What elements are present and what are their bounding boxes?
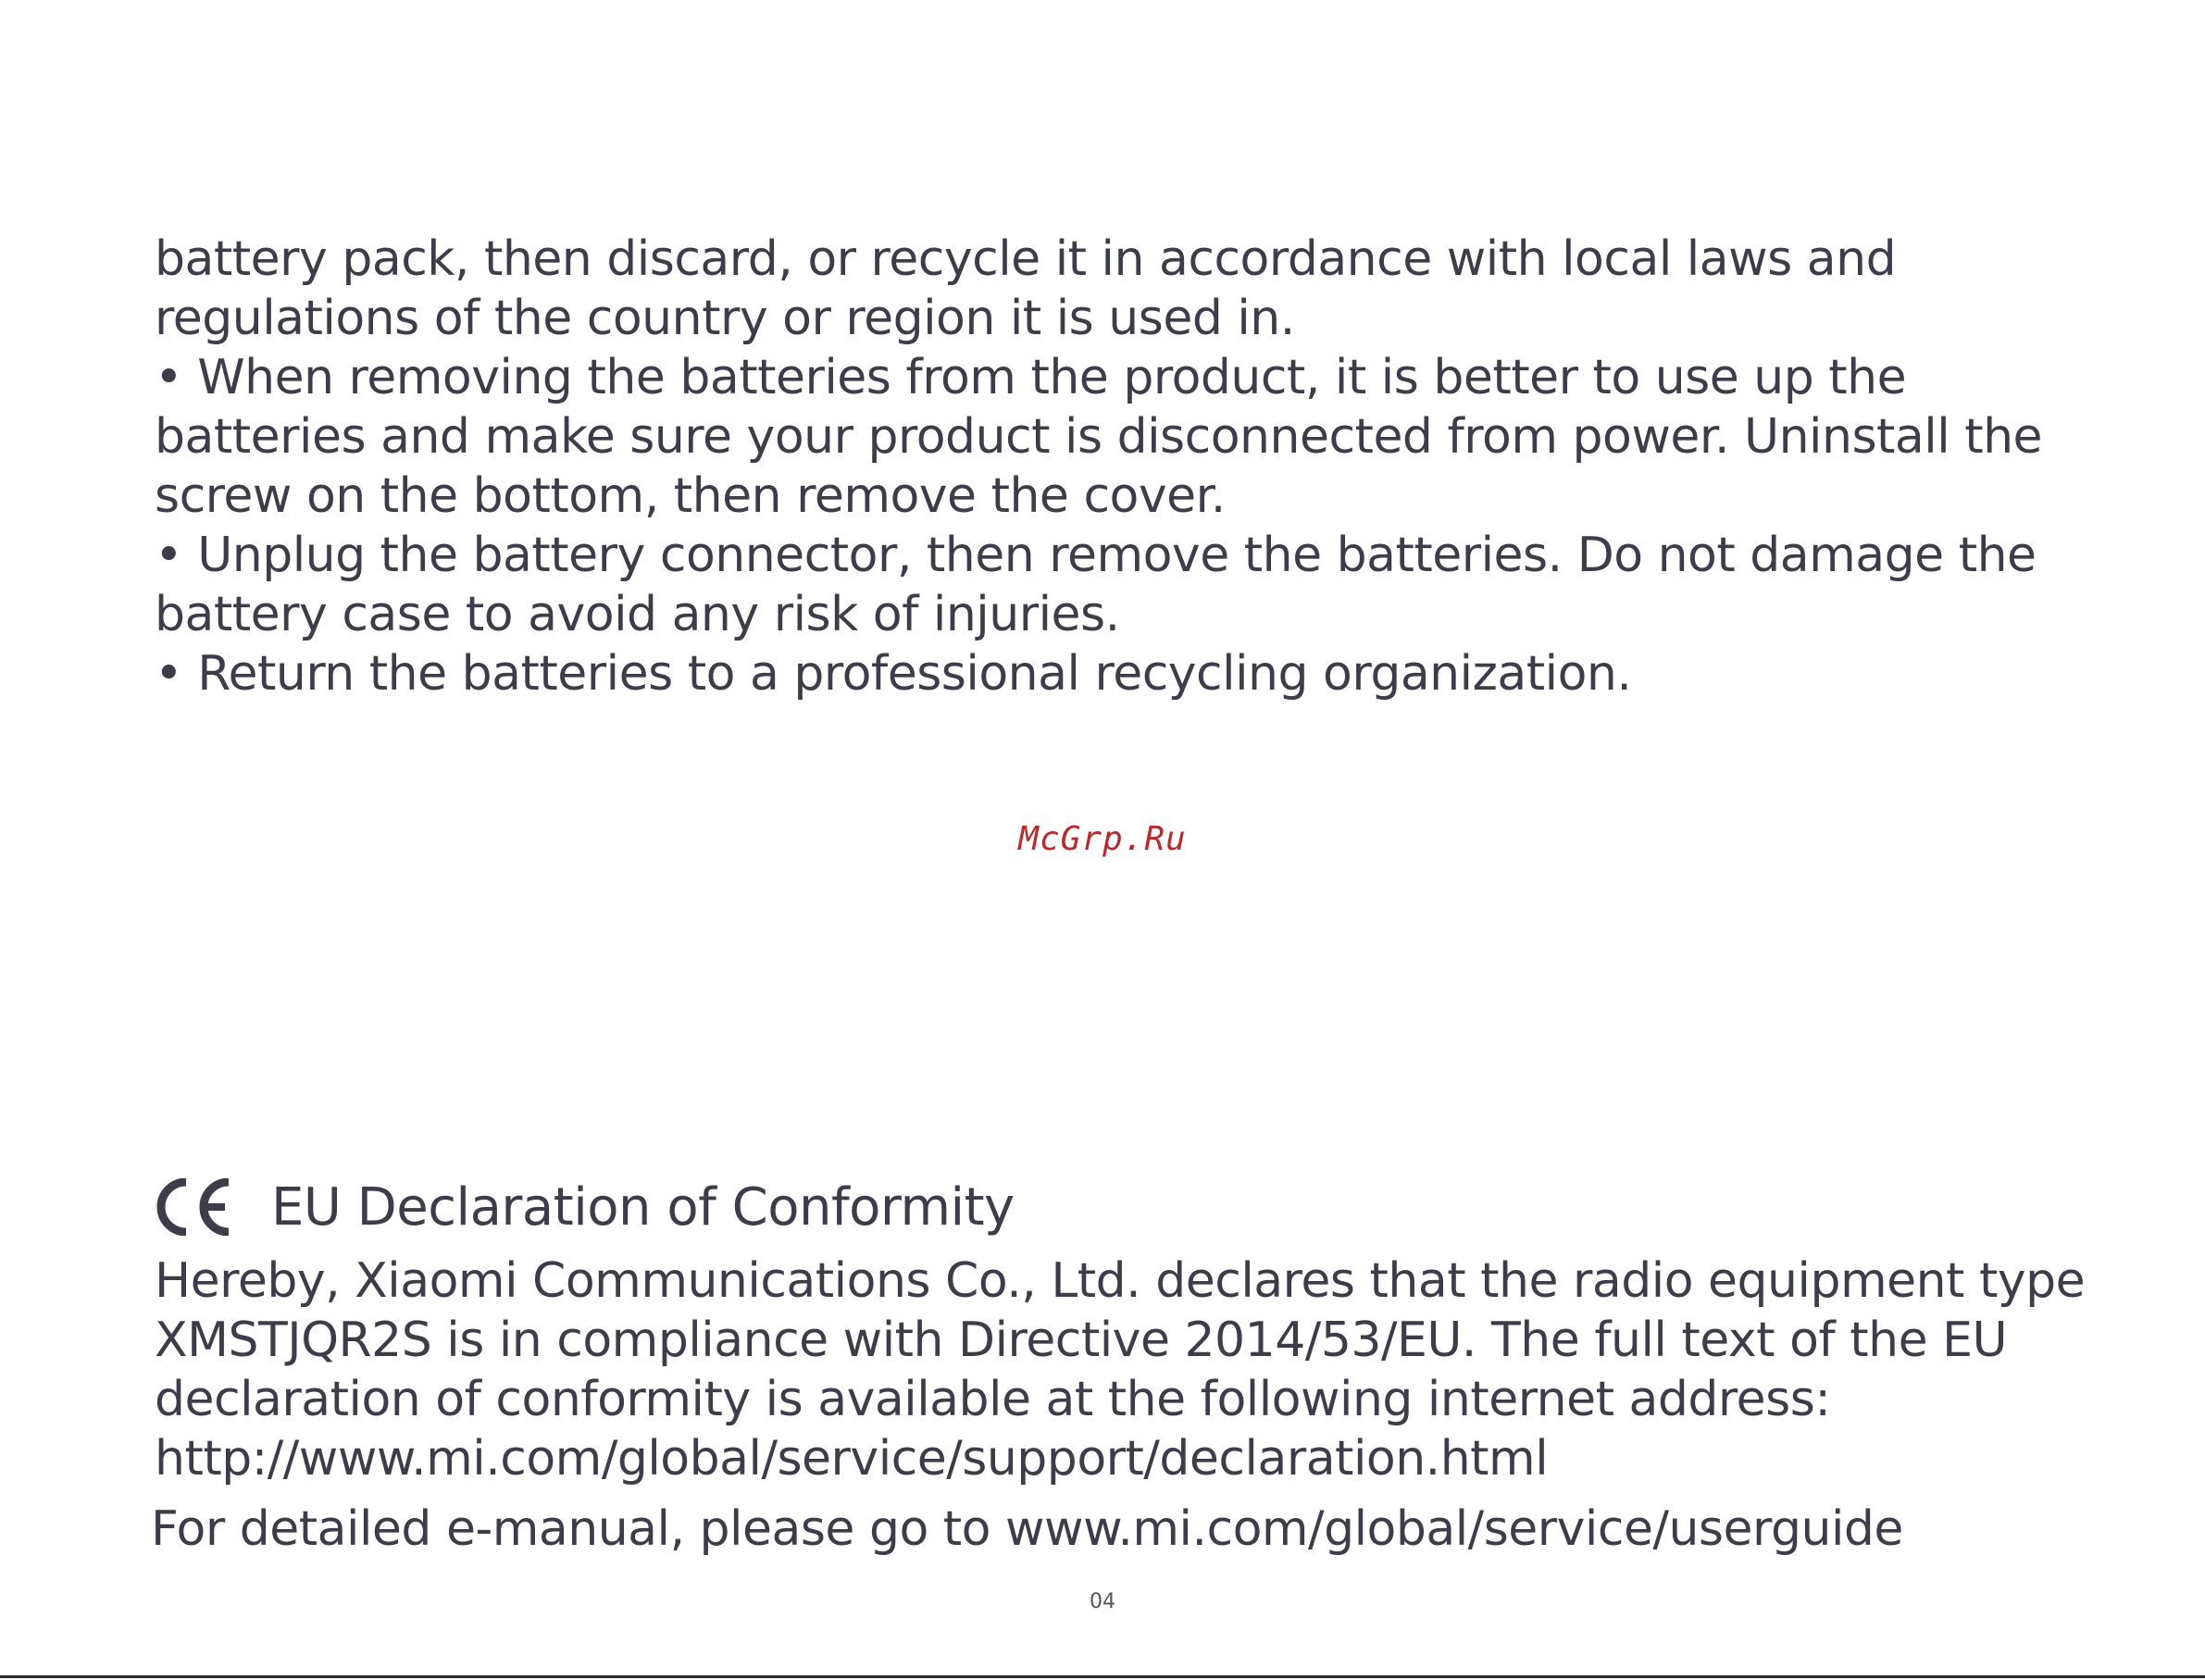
battery-disposal-section xyxy=(155,230,2173,711)
ce-mark-icon xyxy=(155,1178,232,1236)
declaration-url-link[interactable]: http://www.mi.com/global/service/support/declaration.html xyxy=(155,1431,1549,1487)
battery-bullet-1-line-2: batteries and make sure your product is disconnected from power. Uninstall the xyxy=(155,409,2043,465)
battery-line-1: battery pack, then discard, or recycle it in accordance with local laws and xyxy=(155,231,1897,287)
battery-bullet-2-line-2: battery case to avoid any risk of injuries. xyxy=(155,587,1120,642)
declaration-title: EU Declaration of Conformity xyxy=(271,1176,1015,1238)
battery-bullet-3-line-1: • Return the batteries to a professional recycling organization. xyxy=(155,646,1632,702)
declaration-body xyxy=(151,1251,2173,1557)
battery-bullet-1-line-1: • When removing the batteries from the product, it is better to use up the xyxy=(155,350,1907,405)
declaration-line-2: XMSTJQR2S is in compliance with Directive 2014/53/EU. The full text of the EU xyxy=(155,1313,2008,1368)
battery-bullet-1-line-3: screw on the bottom, then remove the cover. xyxy=(155,468,1226,524)
declaration-heading xyxy=(155,1170,1015,1244)
emanual-note: For detailed e-manual, please go to www.mi.com/global/service/userguide xyxy=(151,1501,1903,1557)
bottom-divider xyxy=(0,1675,2205,1678)
battery-bullet-2-line-1: • Unplug the battery connector, then remove the batteries. Do not damage the xyxy=(155,528,2037,583)
battery-line-2: regulations of the country or region it is used in. xyxy=(155,291,1295,346)
watermark: McGrp.Ru xyxy=(1018,820,1187,858)
declaration-line-3: declaration of conformity is available at the following internet address: xyxy=(155,1372,1831,1427)
declaration-line-1: Hereby, Xiaomi Communications Co., Ltd. declares that the radio equipment type xyxy=(155,1253,2086,1309)
page-number: 04 xyxy=(1090,1590,1115,1613)
